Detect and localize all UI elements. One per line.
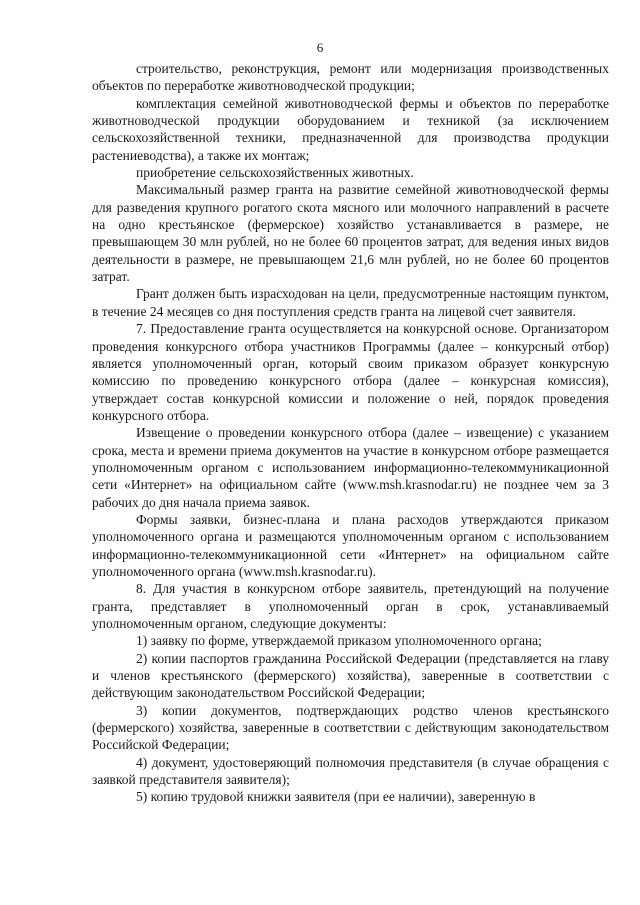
page-number: 6 [316, 40, 324, 55]
paragraph-7: Извещение о проведении конкурсного отбора (далее – извещение) с указанием срока, места и времени приема документов на участие в конкурсном отборе размещается уполномоченным органом с использованием информационно-телекоммуникационной сети «Интернет» на официальном сайте (www.msh.krasnodar.ru) не позднее чем за 3 рабочих до дня начала приема заявок. [92, 425, 609, 510]
list-item-4: 4) документ, удостоверяющий полномочия представителя (в случае обращения с заявкой представителя заявителя); [92, 754, 609, 788]
document-body [92, 60, 609, 806]
list-item-1: 1) заявку по форме, утверждаемой приказом уполномоченного органа; [136, 633, 542, 649]
list-item-3: 3) копии документов, подтверждающих родство членов крестьянского (фермерского) хозяйства, заверенные в соответствии с действующим законодательством Российской Федерации; [92, 702, 609, 753]
list-item-2: 2) копии паспортов гражданина Российской Федерации (представляется на главу и членов крестьянского (фермерского) хозяйства), заверенные в соответствии с действующим законодательством Российской Федерации; [92, 650, 609, 701]
paragraph-6: 7. Предоставление гранта осуществляется на конкурсной основе. Организатором проведения конкурсного отбора участников Программы (далее – конкурсный отбор) является уполномоченный орган, который своим приказом образует конкурсную комиссию по проведению конкурсного отбора (далее – конкурсная комиссия), утверждает состав конкурсной комиссии и положение о ней, порядок проведения конкурсного отбора. [92, 321, 609, 423]
paragraph-1: строительство, реконструкция, ремонт или модернизация производственных объектов по переработке животноводческой продукции; [92, 61, 609, 94]
list-item-5: 5) копию трудовой книжки заявителя (при ее наличии), заверенную в [136, 789, 536, 805]
paragraph-9: 8. Для участия в конкурсном отборе заявитель, претендующий на получение гранта, представляет в уполномоченный орган в срок, устанавливаемый уполномоченным органом, следующие документы: [92, 581, 609, 631]
paragraph-4: Максимальный размер гранта на развитие семейной животноводческой фермы для разведения крупного рогатого скота мясного или молочного направлений в расчете на одно крестьянское (фермерское) хозяйство устанавливается в размере, не превышающем 30 млн рублей, но не более 60 процентов затрат, для ведения иных видов деятельности в размере, не превышающем 21,6 млн рублей, но не более 60 процентов затрат. [92, 182, 609, 285]
paragraph-8: Формы заявки, бизнес-плана и плана расходов утверждаются приказом уполномоченного органа и размещаются уполномоченным органом с использованием информационно-телекоммуникационной сети «Интернет» на официальном сайте уполномоченного органа (www.msh.krasnodar.ru). [92, 511, 609, 579]
paragraph-5: Грант должен быть израсходован на цели, предусмотренные настоящим пунктом, в течение 24 месяцев со дня поступления средств гранта на лицевой счет заявителя. [92, 286, 609, 319]
paragraph-2: комплектация семейной животноводческой фермы и объектов по переработке животноводческой продукции оборудованием и техникой (за исключением сельскохозяйственной техники, предназначенной для производства продукции растениеводства), а также их монтаж; [92, 95, 609, 163]
paragraph-3: приобретение сельскохозяйственных животных. [136, 165, 414, 181]
